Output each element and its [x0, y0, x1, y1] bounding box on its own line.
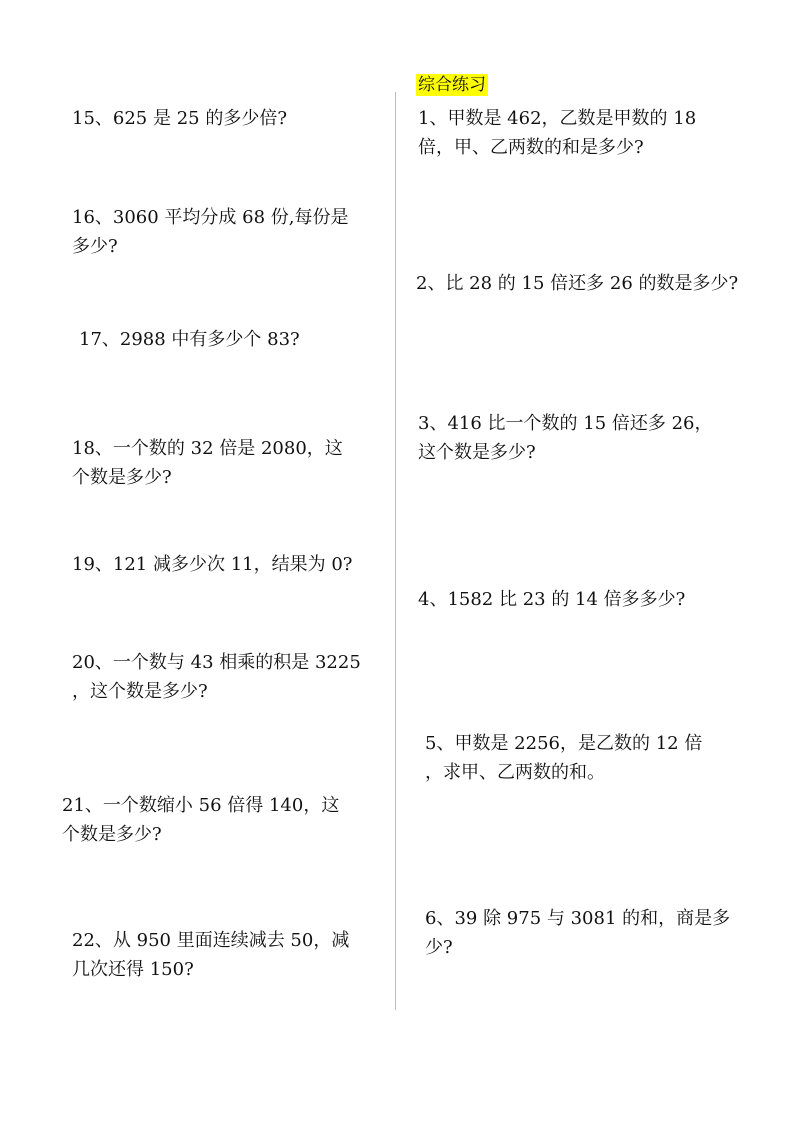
question-line: 17、2988 中有多少个 83? [79, 329, 300, 350]
question-line: 19、121 减多少次 11，结果为 0? [72, 554, 353, 575]
comprehensive-question-5 [425, 729, 702, 787]
question-line: 少? [425, 937, 453, 958]
question-line: 这个数是多少? [418, 442, 536, 463]
question-line: 多少? [72, 236, 118, 257]
question-line: 20、一个数与 43 相乘的积是 3225 [72, 652, 361, 673]
question-line: 个数是多少? [62, 824, 162, 845]
question-line: 16、3060 平均分成 68 份,每份是 [72, 207, 349, 228]
question-line: 4、1582 比 23 的 14 倍多多少? [418, 589, 686, 610]
comprehensive-question-4 [418, 585, 685, 614]
question-line: 倍，甲、乙两数的和是多少? [418, 137, 644, 158]
question-line: 2、比 28 的 15 倍还多 26 的数是多少? [416, 273, 739, 294]
question-16 [72, 203, 349, 261]
question-22 [72, 926, 349, 984]
question-17 [79, 325, 300, 354]
question-line: 22、从 950 里面连续减去 50，减 [72, 930, 350, 951]
comprehensive-question-1 [418, 104, 696, 162]
question-line: 15、625 是 25 的多少倍? [72, 108, 287, 129]
question-line: 个数是多少? [72, 467, 172, 488]
question-line: 3、416 比一个数的 15 倍还多 26， [418, 413, 713, 434]
question-line: ，求甲、乙两数的和。 [425, 762, 605, 783]
column-divider [395, 92, 396, 1010]
question-line: 18、一个数的 32 倍是 2080，这 [72, 438, 343, 459]
question-line: ，这个数是多少? [72, 681, 208, 702]
comprehensive-question-2 [416, 269, 738, 298]
question-20 [72, 648, 361, 706]
question-15 [72, 104, 287, 133]
comprehensive-question-3 [418, 409, 713, 467]
question-line: 5、甲数是 2256，是乙数的 12 倍 [425, 733, 703, 754]
section-title: 综合练习 [418, 75, 486, 95]
question-21 [62, 791, 339, 849]
question-line: 6、39 除 975 与 3081 的和，商是多 [425, 908, 731, 929]
question-line: 1、甲数是 462，乙数是甲数的 18 [418, 108, 697, 129]
question-line: 21、一个数缩小 56 倍得 140，这 [62, 795, 340, 816]
question-19 [72, 550, 352, 579]
question-line: 几次还得 150? [72, 959, 194, 980]
comprehensive-question-6 [425, 904, 730, 962]
question-18 [72, 434, 343, 492]
